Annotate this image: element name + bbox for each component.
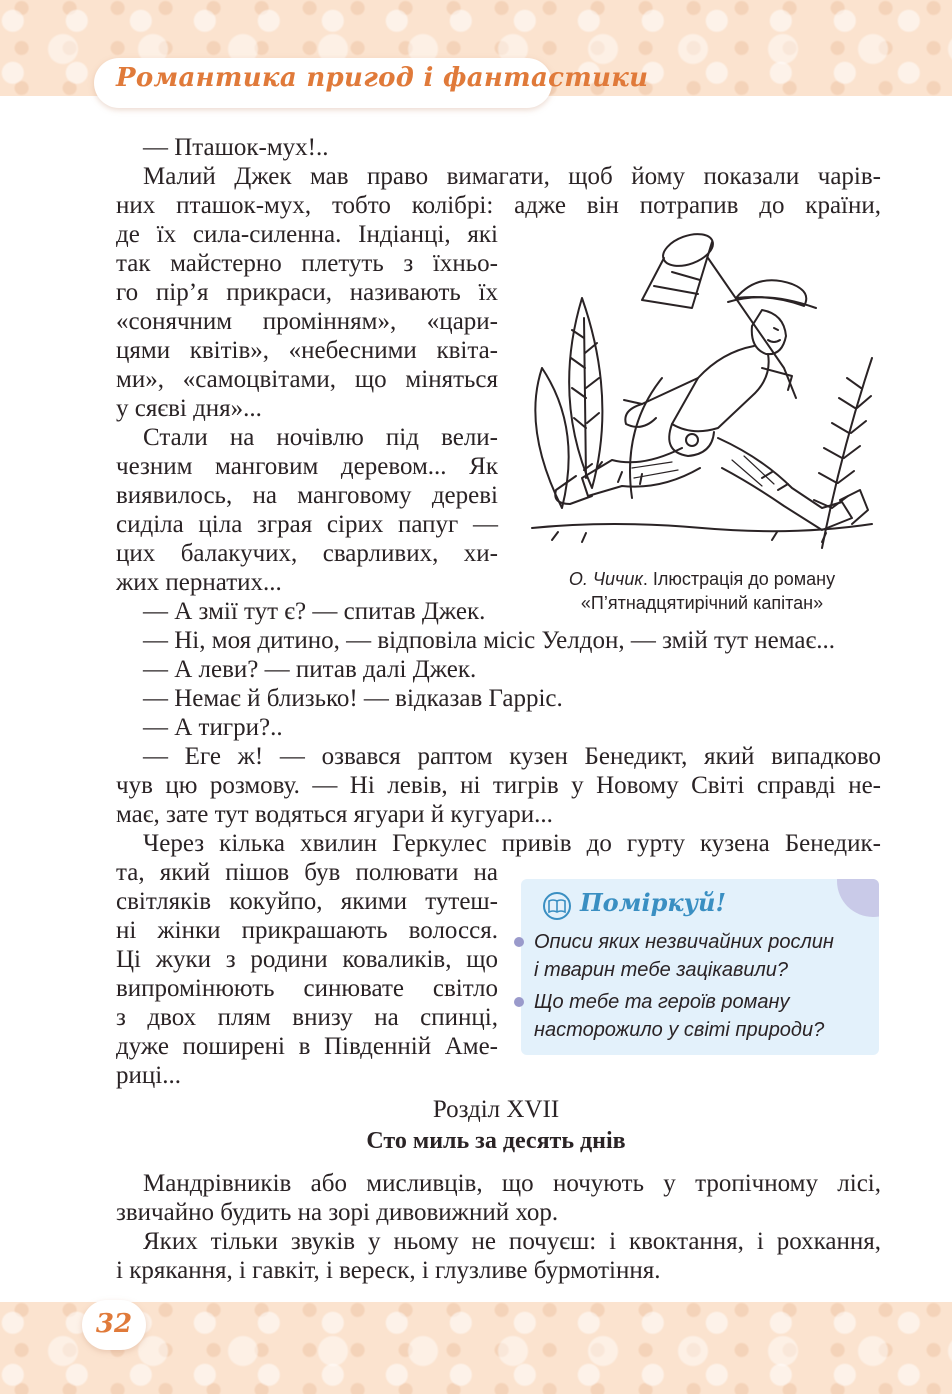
paragraph-line: де їх сила-силенна. Індіанці, які	[116, 221, 498, 248]
paragraph-line: Ці жуки з родини коваликів, що	[116, 946, 498, 973]
section-title: Романтика пригод і фантастики	[116, 63, 649, 93]
paragraph-line: та, який пішов був полювати на	[116, 859, 498, 886]
paragraph-line: ні жінки прикрашають волосся.	[116, 917, 498, 944]
paragraph-line: світляків кокуйпо, якими тутеш-	[116, 888, 498, 915]
paragraph-line: виявилось, на манговому дереві	[116, 482, 498, 509]
question-line: Що тебе та героїв роману	[534, 991, 790, 1013]
paragraph-line: з двох плям внизу на спинці,	[116, 1004, 498, 1031]
paragraph-line: і крякання, і гавкіт, і вереск, і глузливе бурмотіння.	[116, 1257, 661, 1284]
question-line: насторожило у світі природи?	[534, 1019, 825, 1041]
illustration-explorer-with-net	[522, 228, 878, 560]
paragraph-line: — А змії тут є? — спитав Джек.	[143, 598, 486, 625]
think-box-corner-decoration	[837, 879, 879, 917]
question-line: і тварин тебе зацікавили?	[534, 959, 789, 981]
paragraph-line: — А леви? — питав далі Джек.	[143, 656, 477, 683]
paragraph-line: сиділа ціла зграя сірих папуг —	[116, 511, 498, 538]
paragraph-line: дуже поширені в Південній Аме-	[116, 1033, 498, 1060]
paragraph-line: Стали на ночівлю під вели-	[143, 424, 498, 451]
paragraph-line: Мандрівників або мисливців, що ночують у тропічному лісі,	[143, 1170, 881, 1197]
question-line: Описи яких незвичайних рослин	[534, 931, 834, 953]
caption-text: . Ілюстрація до роману	[642, 569, 836, 589]
paragraph-line: — А тигри?..	[143, 714, 283, 741]
paragraph-line: Малий Джек мав право вимагати, щоб йому показали чарів-	[143, 163, 881, 190]
book-icon	[541, 891, 573, 921]
paragraph-line: риці...	[116, 1062, 181, 1089]
paragraph-line: Яких тільки звуків у ньому не почуєш: і квоктання, і рохкання,	[143, 1228, 881, 1255]
paragraph-line: — Немає й близько! — відказав Гарріс.	[143, 685, 563, 712]
paragraph-line: має, зате тут водяться ягуари й кугуари...	[116, 801, 553, 828]
paragraph-line: циx балакучих, сварливих, хи-	[116, 540, 498, 567]
paragraph-line: жих пернатих...	[116, 569, 282, 596]
paragraph-line: у сяєві дня»...	[116, 395, 262, 422]
figure-caption	[520, 567, 884, 591]
paragraph-line: цями квітів», «небесними квіта-	[116, 337, 498, 364]
figure-caption-line2: «П’ятнадцятирічний капітан»	[580, 593, 824, 613]
paragraph-line: так майстерно плетуть з їхньо-	[116, 250, 498, 277]
paragraph-line: них пташок-мух, тобто колібрі: адже він потрапив до країни,	[116, 192, 881, 219]
paragraph-line: випромінюють синювате світло	[116, 975, 498, 1002]
paragraph-line: «сонячним промінням», «цари-	[116, 308, 498, 335]
bullet-dot	[514, 937, 524, 947]
paragraph-line: чезним манговим деревом... Як	[116, 453, 498, 480]
paragraph-line: — Еге ж! — озвався раптом кузен Бенедикт, який випадково	[143, 743, 881, 770]
paragraph-line: — Пташок-мух!..	[143, 134, 329, 161]
paragraph-line: го пір’я прикраси, називають їх	[116, 279, 498, 306]
caption-author: О. Чичик	[568, 569, 643, 589]
think-box-title: Поміркуй!	[580, 888, 726, 917]
chapter-title: Сто миль за десять днів	[366, 1128, 626, 1154]
paragraph-line: Через кілька хвилин Геркулес привів до гурту кузена Бенедик-	[143, 830, 881, 857]
paragraph-line: чув цю розмову. — Ні левів, ні тигрів у Новому Світі справді не-	[116, 772, 881, 799]
paragraph-line: — Ні, моя дитино, — відповіла місіс Уелдон, — змій тут немає...	[143, 627, 835, 654]
bullet-dot	[514, 997, 524, 1007]
chapter-number: Розділ XVII	[432, 1096, 560, 1123]
page-number: 32	[95, 1309, 133, 1339]
paragraph-line: звичайно будить на зорі дивовижний хор.	[116, 1199, 559, 1226]
paragraph-line: ми», «самоцвітами, що міняться	[116, 366, 498, 393]
